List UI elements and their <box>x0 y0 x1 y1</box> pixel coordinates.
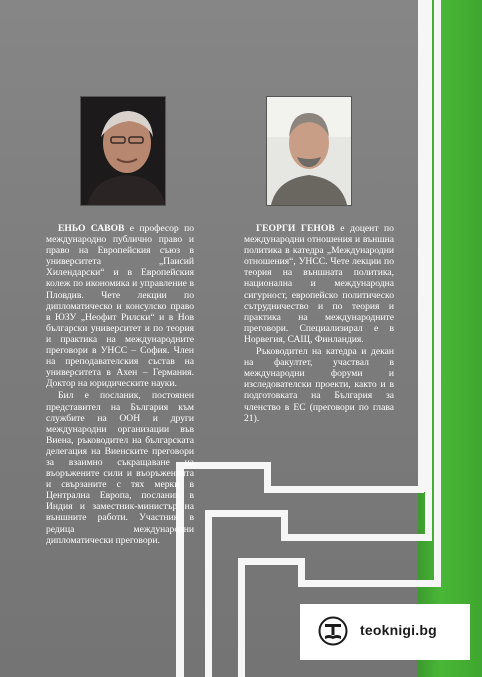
stair-step <box>298 580 440 587</box>
stair-step <box>238 558 245 677</box>
stair-step <box>205 510 212 677</box>
bio-genov-text-1: е доцент по международни отношения и външна политика в катедра „Международни отношения“, УНСС. Чете лекции по теория на външната политика, национална и международна сигурност, европейско политическо сътрудничество и по теория и практика на международните преговори. Специализирал е в Норвегия, САЩ, Финландия. <box>244 223 394 345</box>
stair-step <box>434 0 441 587</box>
author-name-savov: ЕНЬО САВОВ <box>58 223 125 234</box>
bio-genov-paragraph-2: Ръководител на катедра и декан на факултет, участвал в международни форуми и изследователски проекти, както и в подготовката на България за членство в ЕС (преговори по глава 21). <box>244 346 394 424</box>
teoknigi-logo[interactable] <box>300 604 470 660</box>
author-photo-savov <box>80 96 166 206</box>
bio-savov-paragraph-1 <box>46 223 194 389</box>
logo-text: teoknigi.bg <box>360 622 437 638</box>
stair-step <box>205 510 287 517</box>
stair-step <box>281 534 431 541</box>
book-t-icon <box>318 616 348 646</box>
stair-step <box>264 486 424 493</box>
bio-savov-paragraph-2: Бил е посланик, постоянен представител на България към службите на ООН и други международни организации във Виена, ръководител на българската делегация на Виенските преговори за взаимно съкращаване на въоръжените сили и въоръженията и свързаните с тях мерки в Централна Европа, посланик в Индия и заместник-министър на външните работи. Участник в редица международни дипломатически преговори. <box>46 390 194 546</box>
author-photo-genov <box>266 96 352 206</box>
stair-step <box>418 0 425 492</box>
bio-genov <box>244 223 394 424</box>
stair-step <box>425 0 432 541</box>
bio-savov-text-1: е професор по международно публично право и право на Европейския съюз в университета „Паисий Хилендарски“ и в Европейския колеж по икономика и управление в Пловдив. Чете лекции по дипломатическо и консулско право в ЮЗУ „Неофит Рилски“ и в Нов български университет и по теория и практика на международните преговори в УНСС – София. Член на преподавателския състав на университета в Ахен – Германия. Доктор на юридическите науки. <box>46 223 194 390</box>
author-name-genov: ГЕОРГИ ГЕНОВ <box>256 223 335 234</box>
stair-step <box>238 558 304 565</box>
bio-genov-paragraph-1 <box>244 223 394 345</box>
bio-savov <box>46 223 194 546</box>
